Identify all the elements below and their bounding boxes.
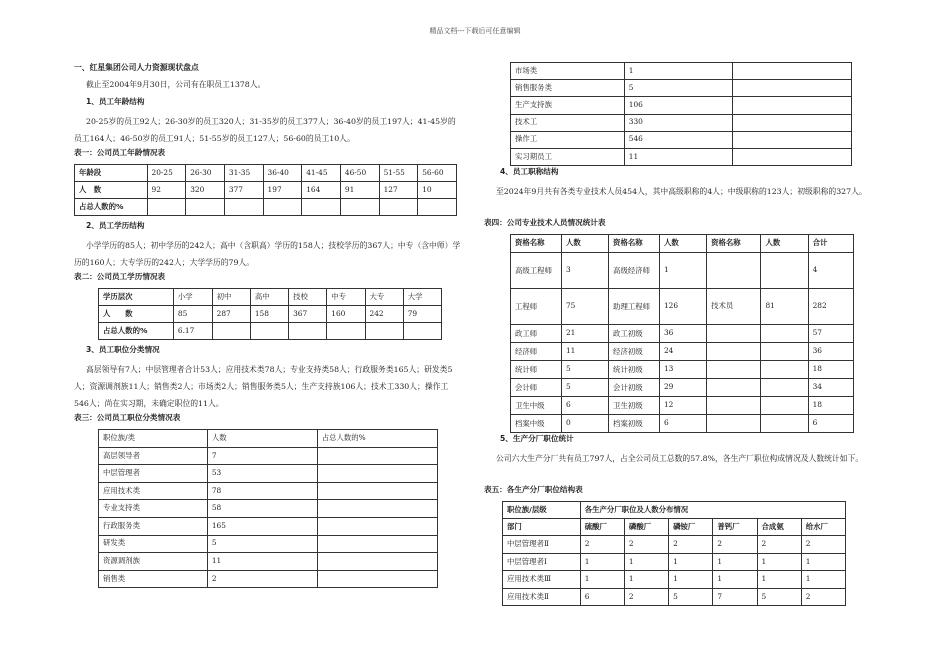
table-cell: 资格名称 [707, 235, 761, 253]
table-cell: 占总人数的% [99, 323, 174, 340]
table-cell [186, 199, 225, 216]
table-cell: 小学 [173, 289, 212, 306]
table-cell: 高中 [250, 289, 288, 306]
table-cell: 给水厂 [801, 519, 845, 536]
table-cell: 5 [669, 588, 713, 606]
table-cell: 磷酸厂 [624, 519, 668, 536]
factory-text: 公司六大生产分厂共有员工797人，占全公司员工总数的57.8%，各生产厂职位构成情况及人数统计如下。 [496, 454, 864, 464]
table-cell [707, 379, 761, 397]
table-cell: 高级工程师 [511, 253, 562, 289]
table-cell: 专业支持类 [99, 500, 208, 518]
table-cell: 13 [659, 361, 706, 379]
table-cell: 6 [659, 415, 706, 433]
table-cell: 1 [801, 571, 845, 589]
table-cell [732, 97, 851, 114]
table-row [511, 415, 854, 433]
table-cell [302, 199, 341, 216]
table-row [99, 535, 438, 553]
table-cell: 1 [624, 571, 668, 589]
table-cell: 3 [561, 253, 608, 289]
table-row [511, 253, 854, 289]
table-cell [147, 199, 186, 216]
table-cell: 242 [365, 306, 403, 323]
table-cell: 政工师 [511, 325, 562, 343]
table-cell [250, 323, 288, 340]
table-cell [317, 553, 437, 571]
table-cell: 11 [624, 148, 732, 165]
table-cell: 销售服务类 [511, 80, 625, 97]
table-cell: 初中 [212, 289, 250, 306]
table-cell: 卫生初级 [609, 397, 660, 415]
table-row [511, 379, 854, 397]
table-cell: 92 [147, 182, 186, 199]
table-row [503, 502, 846, 519]
table-cell: 合成氨 [757, 519, 801, 536]
table-row [99, 517, 438, 535]
table-cell: 81 [761, 289, 808, 325]
table-cell: 人数 [761, 235, 808, 253]
table-cell: 档案初级 [609, 415, 660, 433]
table-cell: 1 [713, 571, 757, 589]
table-cell: 0 [561, 415, 608, 433]
table-cell: 会计初级 [609, 379, 660, 397]
table-cell: 大专 [365, 289, 403, 306]
table-row [511, 80, 852, 97]
table-cell [761, 415, 808, 433]
table-cell [317, 570, 437, 588]
table-row [511, 235, 854, 253]
table-row [99, 482, 438, 500]
table-row [503, 519, 846, 536]
table-cell: 2 [624, 536, 668, 554]
table-cell: 158 [250, 306, 288, 323]
table-cell [418, 199, 457, 216]
table-cell: 58 [207, 500, 317, 518]
table-cell: 人数 [207, 430, 317, 448]
education-heading: 2、员工学历结构 [86, 221, 145, 230]
table-cell: 160 [327, 306, 365, 323]
age-text: 20-25岁的员工92人；26-30岁的员工320人；31-35岁的员工377人；36-40岁的员工197人；41-45岁的员工164人；46-50岁的员工91人；51-55岁的员工127人；56-60的员工10人。 [74, 117, 456, 143]
table-cell: 57 [808, 325, 853, 343]
table-cell: 工程师 [511, 289, 562, 325]
table-row [99, 323, 442, 340]
table-cell: 1 [669, 571, 713, 589]
table-cell: 统计初级 [609, 361, 660, 379]
table-row [99, 289, 442, 306]
table-cell [317, 517, 437, 535]
table-cell: 操作工 [511, 131, 625, 148]
table-cell [707, 343, 761, 361]
intro-text: 截止至2004年9月30日，公司有在职员工1378人。 [86, 80, 266, 89]
table-cell: 546 [624, 131, 732, 148]
table-cell: 卫生中级 [511, 397, 562, 415]
table-cell: 中专 [327, 289, 365, 306]
table-cell: 11 [207, 553, 317, 571]
table-cell: 人数 [659, 235, 706, 253]
table-cell: 1 [669, 553, 713, 571]
table-cell: 技术工 [511, 114, 625, 131]
table-cell: 研发类 [99, 535, 208, 553]
table-cell [707, 397, 761, 415]
table-cell: 技校 [289, 289, 327, 306]
table-cell: 18 [808, 361, 853, 379]
table-cell: 档案中级 [511, 415, 562, 433]
table-cell: 助理工程师 [609, 289, 660, 325]
table-cell [317, 447, 437, 465]
table-cell: 126 [659, 289, 706, 325]
table-cell: 4 [808, 253, 853, 289]
table-cell: 91 [340, 182, 379, 199]
table-cell [761, 361, 808, 379]
table-cell [761, 253, 808, 289]
table-row [99, 430, 438, 448]
table-cell [732, 148, 851, 165]
table-cell [289, 323, 327, 340]
table-cell: 2 [207, 570, 317, 588]
table-cell: 127 [379, 182, 418, 199]
table-cell: 磷铵厂 [669, 519, 713, 536]
technical-staff-table [510, 234, 854, 433]
factory-position-table [502, 501, 846, 606]
table-cell: 11 [561, 343, 608, 361]
table-cell: 20-25 [147, 165, 186, 182]
table-cell: 部门 [503, 519, 581, 536]
position-text: 高层领导有7人；中层管理者合计53人；应用技术类78人；专业支持类58人；行政服务类165人；研发类5人；资源调剂族11人；销售类2人；市场类2人；销售服务类5人；生产支持族106人；技术工330人；操作工546人；尚在实习期，未确定职位的11人。 [74, 365, 453, 408]
table-row [511, 114, 852, 131]
table-cell: 51-55 [379, 165, 418, 182]
table-row [75, 165, 457, 182]
factory-heading: 5、生产分厂职位统计 [500, 434, 574, 444]
table-cell: 2 [669, 536, 713, 554]
table-cell: 12 [659, 397, 706, 415]
table-cell [732, 80, 851, 97]
table-cell: 高级经济师 [609, 253, 660, 289]
table-cell: 大学 [403, 289, 441, 306]
table-cell: 资格名称 [609, 235, 660, 253]
table-cell: 职位族/类 [99, 430, 208, 448]
table-cell: 5 [561, 379, 608, 397]
position-table-continued [510, 62, 852, 166]
position-heading: 3、员工职位分类情况 [86, 345, 160, 354]
table-cell: 2 [580, 536, 624, 554]
table-cell: 1 [757, 553, 801, 571]
table-cell: 24 [659, 343, 706, 361]
table-cell [732, 63, 851, 80]
table-cell [317, 465, 437, 483]
table-cell [212, 323, 250, 340]
table-cell [317, 482, 437, 500]
table-cell: 78 [207, 482, 317, 500]
table-row [99, 500, 438, 518]
table-cell: 34 [808, 379, 853, 397]
table-cell: 1 [580, 553, 624, 571]
table-cell [761, 379, 808, 397]
table-cell: 6.17 [173, 323, 212, 340]
table-cell: 应用技术类Ⅱ [503, 588, 581, 606]
table-cell: 人数 [561, 235, 608, 253]
table-cell: 市场类 [511, 63, 625, 80]
table-row [75, 199, 457, 216]
table-cell: 1 [757, 571, 801, 589]
table-cell: 56-60 [418, 165, 457, 182]
table-cell: 占总人数的% [75, 199, 148, 216]
title-text: 至2024年9月共有各类专业技术人员454人，其中高级职称的4人；中级职称的123人；初级职称的327人。 [496, 187, 867, 197]
table-cell: 36-40 [263, 165, 302, 182]
table-cell: 5 [207, 535, 317, 553]
table-cell: 5 [561, 361, 608, 379]
table-cell: 5 [624, 80, 732, 97]
table-cell: 占总人数的% [317, 430, 437, 448]
table-cell: 2 [801, 536, 845, 554]
section-title: 一、红星集团公司人力资源现状盘点 [74, 63, 199, 72]
table-cell: 106 [624, 97, 732, 114]
title-heading: 4、员工职称结构 [500, 167, 559, 177]
table-cell: 320 [186, 182, 225, 199]
table-row [99, 553, 438, 571]
table-cell [403, 323, 441, 340]
table-cell [761, 343, 808, 361]
table-cell: 330 [624, 114, 732, 131]
table-row [511, 361, 854, 379]
table-cell: 1 [801, 553, 845, 571]
table-cell: 287 [212, 306, 250, 323]
table-cell: 6 [580, 588, 624, 606]
table-cell: 7 [713, 588, 757, 606]
table-cell [327, 323, 365, 340]
table-row [503, 588, 846, 606]
table-cell: 1 [713, 553, 757, 571]
table-cell: 6 [561, 397, 608, 415]
table-cell: 中层管理者Ⅱ [503, 536, 581, 554]
age-table [74, 164, 457, 216]
table-cell [732, 114, 851, 131]
table-cell: 85 [173, 306, 212, 323]
table-cell: 377 [224, 182, 263, 199]
table-cell: 行政服务类 [99, 517, 208, 535]
table-cell: 实习期员工 [511, 148, 625, 165]
table2-caption: 表二：公司员工学历情况表 [74, 272, 166, 281]
table-cell [761, 325, 808, 343]
table-row [75, 182, 457, 199]
table-row [99, 465, 438, 483]
table-row [511, 148, 852, 165]
table4-caption: 表四：公司专业技术人员情况统计表 [484, 218, 606, 228]
table-row [99, 447, 438, 465]
table-cell: 53 [207, 465, 317, 483]
education-text: 小学学历的85人；初中学历的242人；高中（含职高）学历的158人；技校学历的367人；中专（含中师）学历的160人；大专学历的242人；大学学历的79人。 [74, 241, 461, 267]
table-cell: 各生产分厂职位及人数分布情况 [580, 502, 845, 519]
table-cell: 合计 [808, 235, 853, 253]
table-cell [263, 199, 302, 216]
table-cell [379, 199, 418, 216]
table-cell: 5 [757, 588, 801, 606]
table-cell [340, 199, 379, 216]
table-row [503, 553, 846, 571]
table-cell: 1 [580, 571, 624, 589]
table-row [99, 570, 438, 588]
right-column [484, 62, 884, 606]
table-cell: 硫酸厂 [580, 519, 624, 536]
age-heading: 1、员工年龄结构 [86, 97, 145, 106]
table-cell [707, 415, 761, 433]
table-cell [707, 253, 761, 289]
table-cell: 6 [808, 415, 853, 433]
table-cell: 1 [624, 553, 668, 571]
left-column [74, 62, 462, 588]
table-cell: 经济初级 [609, 343, 660, 361]
table-cell [761, 397, 808, 415]
table-cell: 79 [403, 306, 441, 323]
table-row [99, 306, 442, 323]
table1-caption: 表一：公司员工年龄情况表 [74, 148, 166, 157]
table-cell: 2 [801, 588, 845, 606]
table-cell: 21 [561, 325, 608, 343]
table-cell: 中层管理者 [99, 465, 208, 483]
table-cell: 7 [207, 447, 317, 465]
page-header: 精品文档---下载后可任意编辑 [429, 27, 521, 35]
table-cell: 165 [207, 517, 317, 535]
table-cell: 2 [624, 588, 668, 606]
table-cell: 10 [418, 182, 457, 199]
table-cell: 2 [713, 536, 757, 554]
table-cell [707, 361, 761, 379]
table-cell [224, 199, 263, 216]
table-row [511, 289, 854, 325]
table-cell: 会计师 [511, 379, 562, 397]
table-cell: 应用技术类 [99, 482, 208, 500]
table-row [511, 325, 854, 343]
table-cell: 36 [659, 325, 706, 343]
table-row [503, 536, 846, 554]
position-table [98, 429, 438, 588]
table-cell: 销售类 [99, 570, 208, 588]
table-cell: 生产支持族 [511, 97, 625, 114]
table-cell: 36 [808, 343, 853, 361]
table-cell: 41-45 [302, 165, 341, 182]
table-cell: 2 [757, 536, 801, 554]
table-cell: 367 [289, 306, 327, 323]
table-row [511, 131, 852, 148]
table-cell: 资格名称 [511, 235, 562, 253]
table-cell: 282 [808, 289, 853, 325]
table-row [511, 343, 854, 361]
table-cell: 技术员 [707, 289, 761, 325]
table-cell: 年龄段 [75, 165, 148, 182]
table-cell: 26-30 [186, 165, 225, 182]
table-cell: 1 [659, 253, 706, 289]
table-cell: 高层领导者 [99, 447, 208, 465]
table-row [511, 97, 852, 114]
table-row [511, 63, 852, 80]
education-table [98, 288, 442, 340]
table-cell: 政工初级 [609, 325, 660, 343]
table-cell: 应用技术类Ⅲ [503, 571, 581, 589]
table-cell: 197 [263, 182, 302, 199]
table-row [503, 571, 846, 589]
table-cell: 人 数 [99, 306, 174, 323]
table-cell [317, 535, 437, 553]
table5-caption: 表五：各生产分厂职位结构表 [484, 485, 583, 495]
table-cell: 学历层次 [99, 289, 174, 306]
table-cell: 中层管理者Ⅰ [503, 553, 581, 571]
table-cell: 职位族/层级 [503, 502, 581, 519]
table-row [511, 397, 854, 415]
table-cell: 31-35 [224, 165, 263, 182]
table-cell: 1 [624, 63, 732, 80]
table3-caption: 表三：公司员工职位分类情况表 [74, 413, 181, 422]
table-cell: 普钙厂 [713, 519, 757, 536]
table-cell: 经济师 [511, 343, 562, 361]
table-cell: 18 [808, 397, 853, 415]
table-cell: 资源调剂族 [99, 553, 208, 571]
table-cell: 46-50 [340, 165, 379, 182]
table-cell [365, 323, 403, 340]
table-cell: 人 数 [75, 182, 148, 199]
table-cell: 统计师 [511, 361, 562, 379]
table-cell [732, 131, 851, 148]
table-cell: 75 [561, 289, 608, 325]
table-cell [707, 325, 761, 343]
table-cell: 164 [302, 182, 341, 199]
table-cell [317, 500, 437, 518]
table-cell: 29 [659, 379, 706, 397]
